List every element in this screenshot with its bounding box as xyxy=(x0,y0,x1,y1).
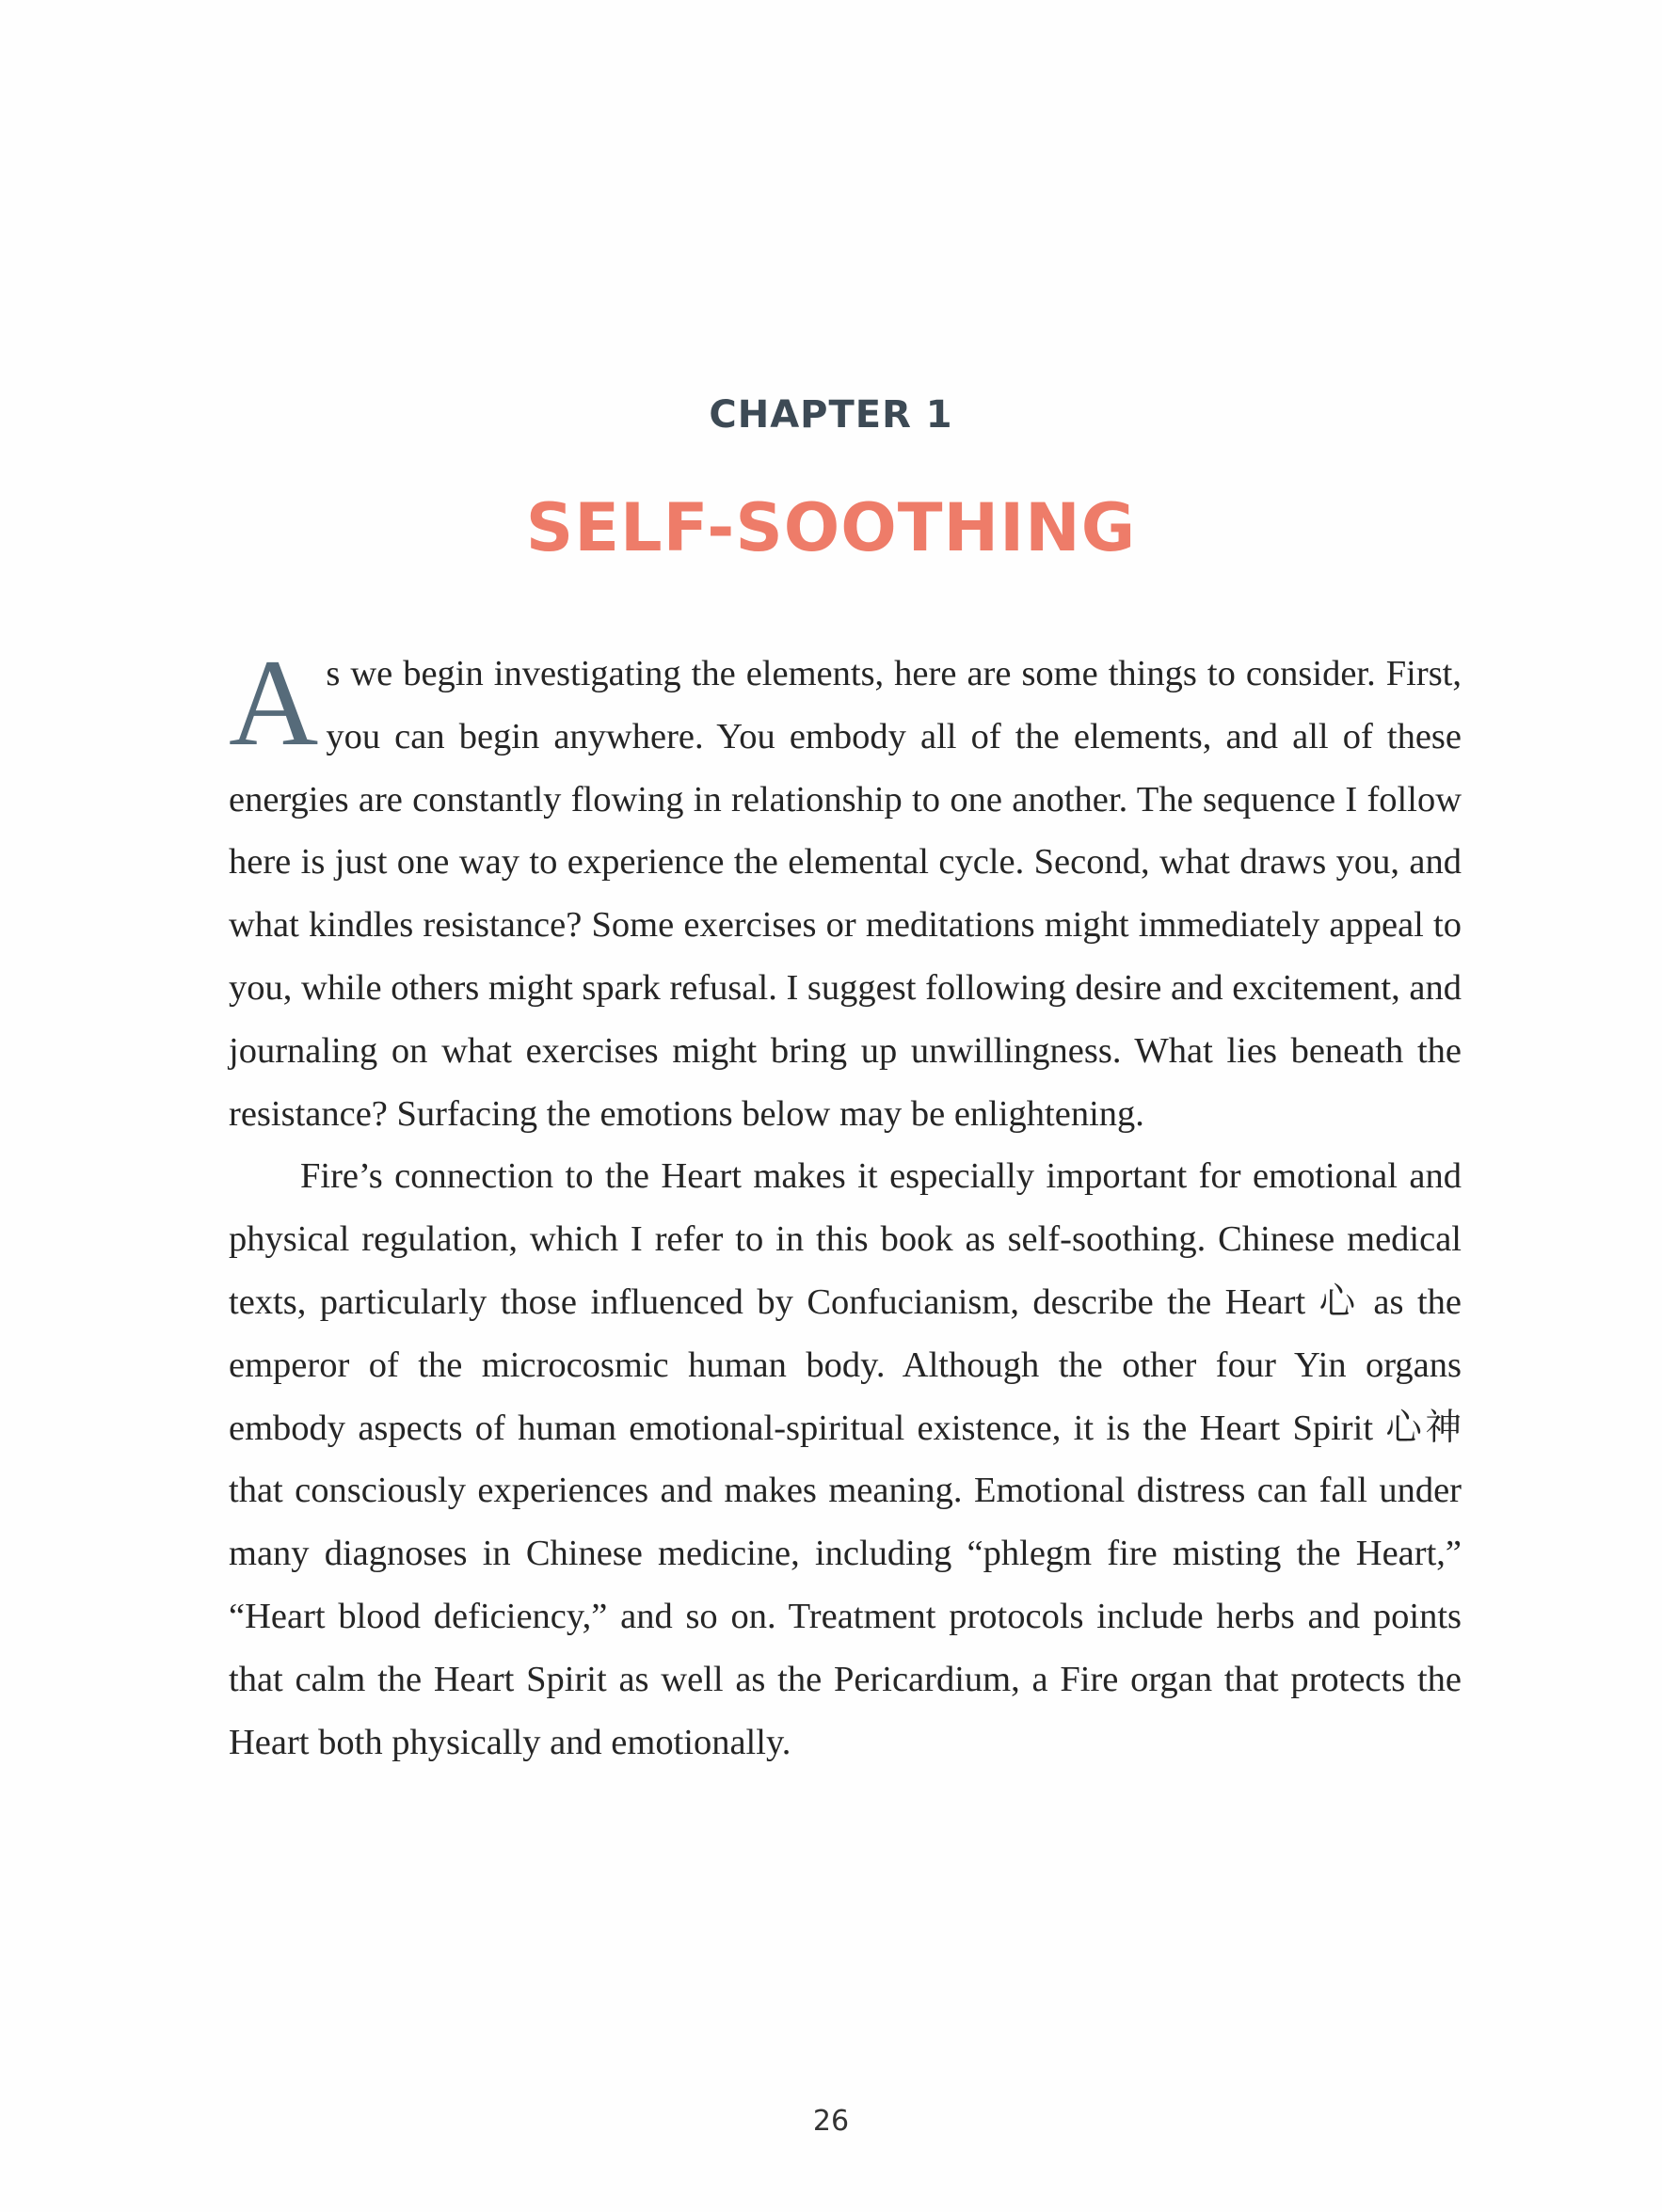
paragraph-fire-heart: Fire’s connection to the Heart makes it especially important for emotional and physical regulation, which I refer to in this book as self-soothing. Chinese medical texts, particularly those influenced by Confucianism, describe the Heart 心 as the emperor of the microcosmic human body. Although the other four Yin organs embody aspects of human emotional-spiritual existence, it is the Heart Spirit 心神 that consciously experiences and makes meaning. Emotional distress can fall under many diagnoses in Chinese medicine, including “phlegm fire misting the Heart,” “Heart blood deficiency,” and so on. Treatment protocols include herbs and points that calm the Heart Spirit as well as the Pericardium, a Fire organ that protects the Heart both physically and emotionally. xyxy=(229,1156,1462,1762)
chapter-title: SELF-SOOTHING xyxy=(525,489,1137,566)
chapter-label: CHAPTER 1 xyxy=(709,393,953,437)
paragraph-intro-text: s we begin investigating the elements, here are some things to consider. First, you can begin anywhere. You embody all of the elements, and all of these energies are constantly flowing in relationship to one another. The sequence I follow here is just one way to experience the elemental cycle. Second, what draws you, and what kindles resistance? Some exercises or meditations might immediately appeal to you, while others might spark refusal. I suggest following desire and excitement, and journaling on what exercises might bring up unwillingness. What lies beneath the resistance? Surfacing the emotions below may be enlightening. xyxy=(229,654,1462,1134)
page-number: 26 xyxy=(812,2105,850,2138)
body-text xyxy=(229,633,1462,1774)
paragraph-intro xyxy=(229,633,1462,1145)
drop-cap: A xyxy=(229,633,319,772)
